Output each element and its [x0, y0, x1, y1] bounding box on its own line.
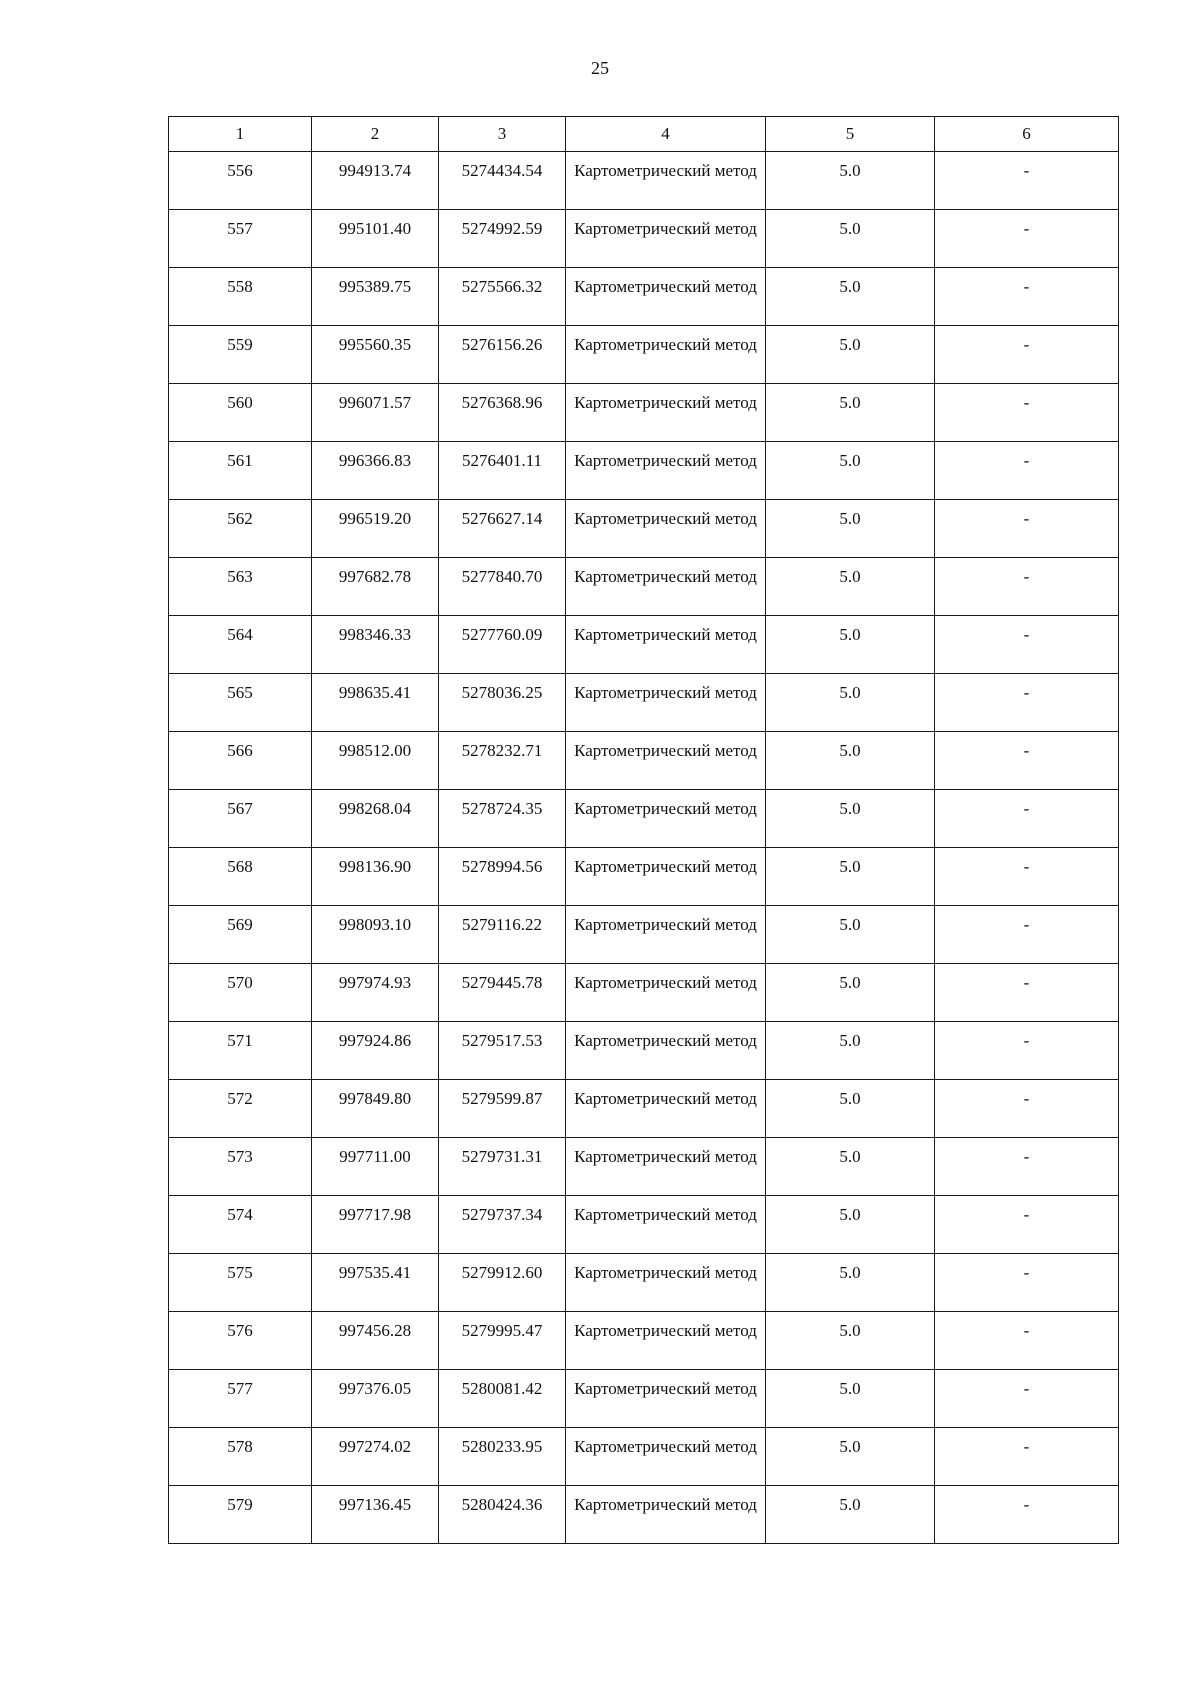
- table-row: [169, 500, 1119, 558]
- accuracy-cell: 5.0: [766, 210, 935, 268]
- accuracy-cell: 5.0: [766, 442, 935, 500]
- note-cell: -: [935, 1138, 1119, 1196]
- method-cell: Картометрический метод: [566, 674, 766, 732]
- point-number-cell: 562: [169, 500, 312, 558]
- table-row: [169, 906, 1119, 964]
- method-cell: Картометрический метод: [566, 1138, 766, 1196]
- method-cell: Картометрический метод: [566, 1022, 766, 1080]
- x-coordinate-cell: 998346.33: [312, 616, 439, 674]
- method-cell: Картометрический метод: [566, 790, 766, 848]
- point-number-cell: 557: [169, 210, 312, 268]
- y-coordinate-cell: 5279995.47: [439, 1312, 566, 1370]
- method-cell: Картометрический метод: [566, 732, 766, 790]
- method-cell: Картометрический метод: [566, 906, 766, 964]
- note-cell: -: [935, 906, 1119, 964]
- accuracy-cell: 5.0: [766, 152, 935, 210]
- table-row: [169, 848, 1119, 906]
- y-coordinate-cell: 5279445.78: [439, 964, 566, 1022]
- accuracy-cell: 5.0: [766, 268, 935, 326]
- x-coordinate-cell: 997136.45: [312, 1486, 439, 1544]
- x-coordinate-cell: 997924.86: [312, 1022, 439, 1080]
- x-coordinate-cell: 997376.05: [312, 1370, 439, 1428]
- header-row: [169, 117, 1119, 152]
- method-cell: Картометрический метод: [566, 1370, 766, 1428]
- note-cell: -: [935, 790, 1119, 848]
- method-cell: Картометрический метод: [566, 1312, 766, 1370]
- point-number-cell: 575: [169, 1254, 312, 1312]
- note-cell: -: [935, 1196, 1119, 1254]
- method-cell: Картометрический метод: [566, 500, 766, 558]
- note-cell: -: [935, 268, 1119, 326]
- y-coordinate-cell: 5280081.42: [439, 1370, 566, 1428]
- note-cell: -: [935, 1428, 1119, 1486]
- point-number-cell: 576: [169, 1312, 312, 1370]
- x-coordinate-cell: 996519.20: [312, 500, 439, 558]
- y-coordinate-cell: 5279517.53: [439, 1022, 566, 1080]
- method-cell: Картометрический метод: [566, 1428, 766, 1486]
- x-coordinate-cell: 995560.35: [312, 326, 439, 384]
- y-coordinate-cell: 5279731.31: [439, 1138, 566, 1196]
- y-coordinate-cell: 5278994.56: [439, 848, 566, 906]
- y-coordinate-cell: 5279912.60: [439, 1254, 566, 1312]
- note-cell: -: [935, 1022, 1119, 1080]
- x-coordinate-cell: 997274.02: [312, 1428, 439, 1486]
- table-row: [169, 152, 1119, 210]
- y-coordinate-cell: 5280424.36: [439, 1486, 566, 1544]
- point-number-cell: 572: [169, 1080, 312, 1138]
- table-row: [169, 674, 1119, 732]
- method-cell: Картометрический метод: [566, 326, 766, 384]
- accuracy-cell: 5.0: [766, 1370, 935, 1428]
- method-cell: Картометрический метод: [566, 268, 766, 326]
- y-coordinate-cell: 5274992.59: [439, 210, 566, 268]
- y-coordinate-cell: 5279737.34: [439, 1196, 566, 1254]
- method-cell: Картометрический метод: [566, 384, 766, 442]
- table-row: [169, 732, 1119, 790]
- accuracy-cell: 5.0: [766, 1254, 935, 1312]
- x-coordinate-cell: 998512.00: [312, 732, 439, 790]
- accuracy-cell: 5.0: [766, 326, 935, 384]
- table-row: [169, 616, 1119, 674]
- method-cell: Картометрический метод: [566, 1196, 766, 1254]
- accuracy-cell: 5.0: [766, 1080, 935, 1138]
- table-row: [169, 1428, 1119, 1486]
- x-coordinate-cell: 995389.75: [312, 268, 439, 326]
- y-coordinate-cell: 5278724.35: [439, 790, 566, 848]
- accuracy-cell: 5.0: [766, 790, 935, 848]
- y-coordinate-cell: 5278036.25: [439, 674, 566, 732]
- column-header: 2: [312, 117, 439, 152]
- x-coordinate-cell: 998635.41: [312, 674, 439, 732]
- column-header: 3: [439, 117, 566, 152]
- accuracy-cell: 5.0: [766, 384, 935, 442]
- table-row: [169, 384, 1119, 442]
- x-coordinate-cell: 994913.74: [312, 152, 439, 210]
- y-coordinate-cell: 5277840.70: [439, 558, 566, 616]
- table-row: [169, 964, 1119, 1022]
- method-cell: Картометрический метод: [566, 1080, 766, 1138]
- x-coordinate-cell: 998136.90: [312, 848, 439, 906]
- accuracy-cell: 5.0: [766, 674, 935, 732]
- y-coordinate-cell: 5277760.09: [439, 616, 566, 674]
- y-coordinate-cell: 5276368.96: [439, 384, 566, 442]
- note-cell: -: [935, 558, 1119, 616]
- table-row: [169, 210, 1119, 268]
- note-cell: -: [935, 1370, 1119, 1428]
- note-cell: -: [935, 1486, 1119, 1544]
- accuracy-cell: 5.0: [766, 964, 935, 1022]
- x-coordinate-cell: 995101.40: [312, 210, 439, 268]
- y-coordinate-cell: 5276627.14: [439, 500, 566, 558]
- table-row: [169, 1196, 1119, 1254]
- point-number-cell: 567: [169, 790, 312, 848]
- column-header: 4: [566, 117, 766, 152]
- note-cell: -: [935, 210, 1119, 268]
- point-number-cell: 563: [169, 558, 312, 616]
- accuracy-cell: 5.0: [766, 616, 935, 674]
- point-number-cell: 560: [169, 384, 312, 442]
- accuracy-cell: 5.0: [766, 500, 935, 558]
- y-coordinate-cell: 5276156.26: [439, 326, 566, 384]
- note-cell: -: [935, 1254, 1119, 1312]
- y-coordinate-cell: 5280233.95: [439, 1428, 566, 1486]
- table-row: [169, 1022, 1119, 1080]
- table-row: [169, 268, 1119, 326]
- point-number-cell: 558: [169, 268, 312, 326]
- point-number-cell: 561: [169, 442, 312, 500]
- point-number-cell: 556: [169, 152, 312, 210]
- method-cell: Картометрический метод: [566, 964, 766, 1022]
- note-cell: -: [935, 1080, 1119, 1138]
- point-number-cell: 571: [169, 1022, 312, 1080]
- note-cell: -: [935, 152, 1119, 210]
- accuracy-cell: 5.0: [766, 732, 935, 790]
- point-number-cell: 570: [169, 964, 312, 1022]
- page-number: 25: [591, 58, 609, 78]
- accuracy-cell: 5.0: [766, 1312, 935, 1370]
- coordinates-table: [168, 116, 1119, 1544]
- point-number-cell: 579: [169, 1486, 312, 1544]
- y-coordinate-cell: 5279599.87: [439, 1080, 566, 1138]
- x-coordinate-cell: 998268.04: [312, 790, 439, 848]
- note-cell: -: [935, 442, 1119, 500]
- table-row: [169, 326, 1119, 384]
- point-number-cell: 573: [169, 1138, 312, 1196]
- note-cell: -: [935, 500, 1119, 558]
- accuracy-cell: 5.0: [766, 1428, 935, 1486]
- point-number-cell: 578: [169, 1428, 312, 1486]
- method-cell: Картометрический метод: [566, 616, 766, 674]
- point-number-cell: 565: [169, 674, 312, 732]
- table-row: [169, 1486, 1119, 1544]
- x-coordinate-cell: 996071.57: [312, 384, 439, 442]
- y-coordinate-cell: 5274434.54: [439, 152, 566, 210]
- accuracy-cell: 5.0: [766, 848, 935, 906]
- accuracy-cell: 5.0: [766, 1138, 935, 1196]
- accuracy-cell: 5.0: [766, 558, 935, 616]
- table-row: [169, 1370, 1119, 1428]
- note-cell: -: [935, 326, 1119, 384]
- x-coordinate-cell: 997535.41: [312, 1254, 439, 1312]
- point-number-cell: 559: [169, 326, 312, 384]
- method-cell: Картометрический метод: [566, 558, 766, 616]
- table-row: [169, 442, 1119, 500]
- x-coordinate-cell: 997456.28: [312, 1312, 439, 1370]
- column-header: 1: [169, 117, 312, 152]
- note-cell: -: [935, 384, 1119, 442]
- note-cell: -: [935, 674, 1119, 732]
- point-number-cell: 577: [169, 1370, 312, 1428]
- note-cell: -: [935, 616, 1119, 674]
- method-cell: Картометрический метод: [566, 210, 766, 268]
- x-coordinate-cell: 997974.93: [312, 964, 439, 1022]
- y-coordinate-cell: 5276401.11: [439, 442, 566, 500]
- x-coordinate-cell: 997717.98: [312, 1196, 439, 1254]
- method-cell: Картометрический метод: [566, 1254, 766, 1312]
- point-number-cell: 569: [169, 906, 312, 964]
- point-number-cell: 564: [169, 616, 312, 674]
- table-row: [169, 1138, 1119, 1196]
- table-row: [169, 558, 1119, 616]
- column-header: 5: [766, 117, 935, 152]
- column-header: 6: [935, 117, 1119, 152]
- point-number-cell: 574: [169, 1196, 312, 1254]
- y-coordinate-cell: 5278232.71: [439, 732, 566, 790]
- x-coordinate-cell: 998093.10: [312, 906, 439, 964]
- y-coordinate-cell: 5275566.32: [439, 268, 566, 326]
- method-cell: Картометрический метод: [566, 152, 766, 210]
- method-cell: Картометрический метод: [566, 442, 766, 500]
- table-row: [169, 790, 1119, 848]
- point-number-cell: 566: [169, 732, 312, 790]
- point-number-cell: 568: [169, 848, 312, 906]
- x-coordinate-cell: 996366.83: [312, 442, 439, 500]
- accuracy-cell: 5.0: [766, 1022, 935, 1080]
- table-row: [169, 1080, 1119, 1138]
- x-coordinate-cell: 997711.00: [312, 1138, 439, 1196]
- note-cell: -: [935, 848, 1119, 906]
- x-coordinate-cell: 997849.80: [312, 1080, 439, 1138]
- table-body: [169, 152, 1119, 1544]
- table-row: [169, 1254, 1119, 1312]
- y-coordinate-cell: 5279116.22: [439, 906, 566, 964]
- table-row: [169, 1312, 1119, 1370]
- method-cell: Картометрический метод: [566, 848, 766, 906]
- note-cell: -: [935, 1312, 1119, 1370]
- note-cell: -: [935, 964, 1119, 1022]
- method-cell: Картометрический метод: [566, 1486, 766, 1544]
- accuracy-cell: 5.0: [766, 1486, 935, 1544]
- accuracy-cell: 5.0: [766, 1196, 935, 1254]
- note-cell: -: [935, 732, 1119, 790]
- accuracy-cell: 5.0: [766, 906, 935, 964]
- x-coordinate-cell: 997682.78: [312, 558, 439, 616]
